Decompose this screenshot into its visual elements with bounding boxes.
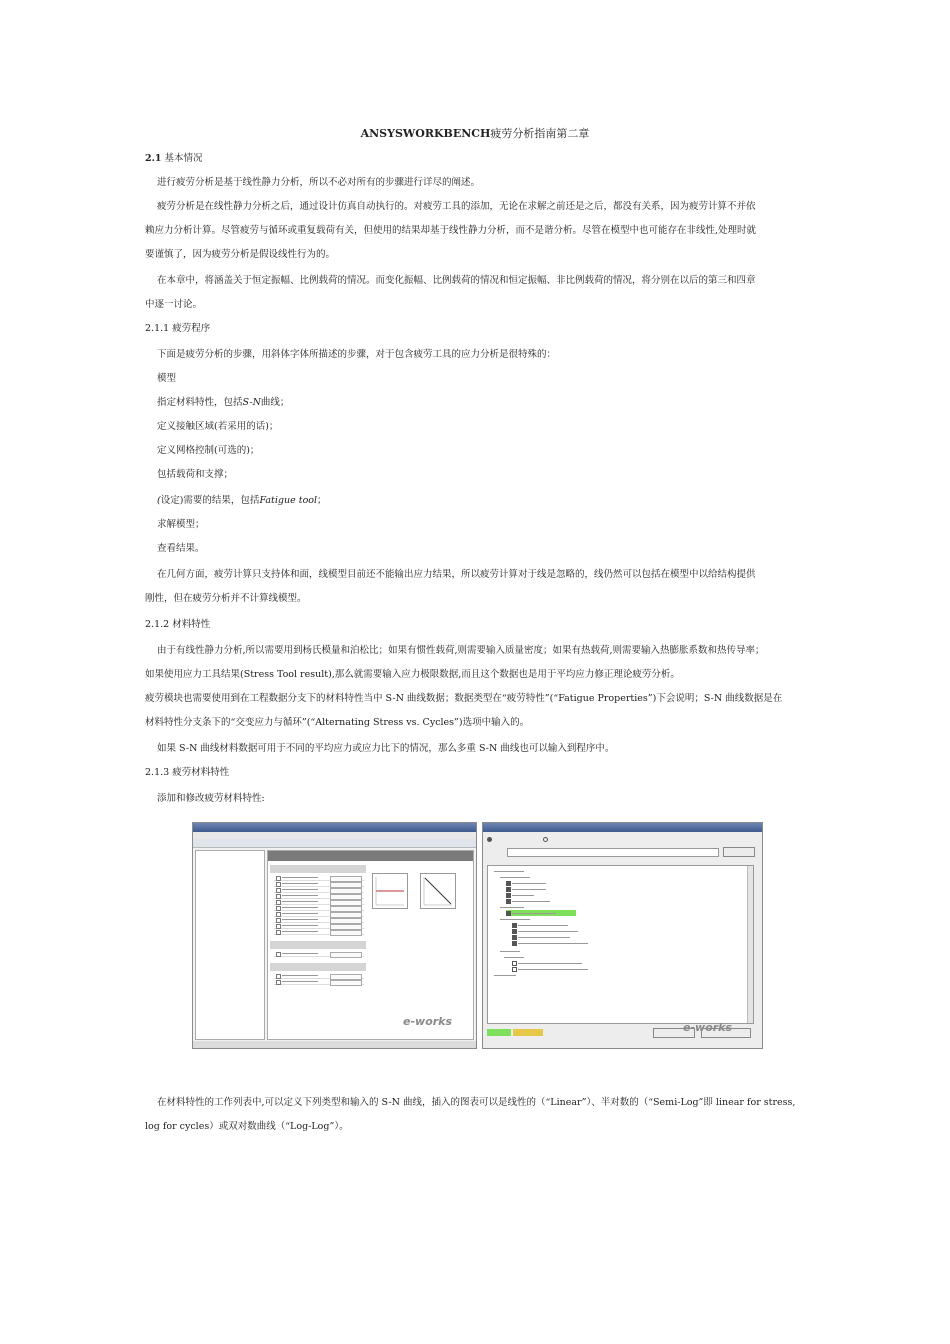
text-run: 由于有线性静力分析,所以需要用到杨氏模量和泊松比；如果有惯性载荷,则需要输入质量密度；如果有热载荷,则需要输入热膨胀系数和热传导率；	[157, 645, 765, 656]
text-line-p2b	[145, 224, 756, 238]
text-line-p7b	[145, 716, 529, 730]
property-row	[274, 929, 364, 935]
text-line-p4	[157, 348, 556, 362]
text-line-p3a	[157, 274, 756, 288]
section-electromagnetics	[270, 963, 366, 971]
text-line-st6	[157, 494, 327, 508]
text-run: log for cycles）或双对数曲线（“Log-Log”）。	[145, 1121, 349, 1132]
sn-chart-graphic	[421, 874, 455, 908]
text-line-p6a	[157, 644, 765, 658]
text-line-st2	[157, 396, 289, 410]
text-run: 在本章中，将涵盖关于恒定振幅、比例载荷的情况。而变化振幅、比例载荷的情况和恒定振幅、非比例载荷的情况，将分别在以后的第三和四章	[157, 275, 756, 286]
property-row	[274, 951, 364, 957]
window-controls	[456, 824, 474, 830]
panel-header	[268, 851, 473, 861]
text-run: Fatigue tool	[259, 495, 318, 506]
property-row	[274, 979, 364, 985]
section-thermal	[270, 941, 366, 949]
text-line-st8	[157, 542, 205, 556]
text-line-p8	[157, 742, 614, 756]
text-run: 添加和修改疲劳材料特性:	[157, 793, 265, 804]
text-run: 定义网格控制(可选的)；	[157, 445, 260, 456]
text-run: 2.1	[145, 153, 162, 164]
text-line-p3b	[145, 298, 202, 312]
status-bar	[193, 1041, 476, 1048]
text-run: 设定)需要的结果，包括	[160, 495, 260, 506]
thermal-conductivity-chart	[372, 873, 408, 909]
text-run: (	[157, 495, 161, 506]
clear-button[interactable]	[723, 847, 755, 857]
workbench-screenshot	[192, 822, 477, 1049]
text-line-p2a	[157, 200, 756, 214]
section-structural	[270, 865, 366, 873]
text-run: 要谨慎了，因为疲劳分析是假设线性行为的。	[145, 249, 336, 260]
text-run: 在材料特性的工作列表中,可以定义下列类型和输入的 S-N 曲线，插入的图表可以是线性的（“Linear”）、半对数的（“Semi-Log”即 linear for stress,	[157, 1097, 796, 1108]
legend-added	[487, 1029, 511, 1036]
text-run: 基本情况	[161, 153, 203, 164]
e-works-logo-right: e-works	[683, 1021, 733, 1034]
text-line-st7	[157, 518, 205, 532]
legend-removed	[513, 1029, 543, 1036]
text-line-p10a	[157, 1096, 795, 1110]
text-run: 在几何方面，疲劳计算只支持体和面，线模型目前还不能输出应力结果，所以疲劳计算对于线是忽略的，线仍然可以包括在模型中以给结构提供	[157, 569, 756, 580]
text-run: 指定材料特性，包括	[157, 397, 243, 408]
text-line-p5a	[157, 568, 756, 582]
text-line-p10b	[145, 1120, 349, 1134]
filter-input[interactable]	[507, 848, 719, 857]
text-line-s213	[145, 766, 229, 780]
text-line-p6b	[145, 668, 680, 682]
text-run: 如果 S-N 曲线材料数据可用于不同的平均应力或应力比下的情况，那么多重 S-N 曲线也可以输入到程序中。	[157, 743, 615, 754]
text-run: 2.1.3 疲劳材料特性	[145, 767, 230, 778]
document-title	[0, 125, 950, 141]
text-run: 查看结果。	[157, 543, 205, 554]
thermal-chart-graphic	[373, 874, 407, 908]
text-line-st3	[157, 420, 278, 434]
text-run: S-N	[242, 397, 261, 408]
text-line-st1	[157, 372, 176, 386]
radio-organizational[interactable]	[487, 837, 492, 842]
text-run: 求解模型；	[157, 519, 205, 530]
text-line-st5	[157, 468, 233, 482]
list-scrollbar[interactable]	[747, 866, 753, 1023]
text-run: 2.1.1 疲劳程序	[145, 323, 211, 334]
text-line-s211	[145, 322, 210, 336]
list-item-alternating-stress[interactable]	[506, 910, 576, 916]
title-latin: ANSYSWORKBENCH	[360, 127, 491, 140]
dialog-titlebar	[483, 823, 762, 832]
text-run: 模型	[157, 373, 177, 384]
text-run: ；	[317, 495, 327, 506]
text-run: 材料特性分支条下的“交变应力与循环”(“Alternating Stress vs. Cycles”)选项中输入的。	[145, 717, 530, 728]
text-line-p2c	[145, 248, 335, 262]
text-run: 下面是疲劳分析的步骤，用斜体字体所描述的步骤，对于包含疲劳工具的应力分析是很特殊的：	[157, 349, 557, 360]
text-run: 定义接触区域(若采用的话)；	[157, 421, 279, 432]
text-run: 疲劳分析是在线性静力分析之后，通过设计仿真自动执行的。对疲劳工具的添加，无论在求解之前还是之后，都没有关系，因为疲劳计算不并依	[157, 201, 756, 212]
text-run: 疲劳模块也需要使用到在工程数据分支下的材料特性当中 S-N 曲线数据；数据类型在“疲劳特性”(“Fatigue Properties”)下会说明；S-N 曲线数据是在	[145, 693, 783, 704]
toolbar	[193, 839, 476, 848]
text-run: 刚性，但在疲劳分析并不计算线模型。	[145, 593, 307, 604]
text-run: 2.1.2 材料特性	[145, 619, 211, 630]
text-run: 赖应力分析计算。尽管疲劳与循环或重复载荷有关，但使用的结果却基于线性静力分析，而不是谐分析。尽管在模型中也可能存在非线性,处理时就	[145, 225, 757, 236]
e-works-logo-left: e-works	[403, 1015, 453, 1028]
window-titlebar	[193, 823, 476, 832]
text-line-p5b	[145, 592, 307, 606]
text-run: 中逐一讨论。	[145, 299, 203, 310]
alternating-stress-chart	[420, 873, 456, 909]
text-line-st4	[157, 444, 259, 458]
text-run: 如果使用应力工具结果(Stress Tool result),那么就需要输入应力极限数据,而且这个数据也是用于平均应力修正理论疲劳分析。	[145, 669, 680, 680]
text-line-s21	[145, 152, 203, 166]
properties-tree-list	[487, 865, 754, 1024]
text-line-p7a	[145, 692, 782, 706]
text-run: 包括载荷和支撑；	[157, 469, 234, 480]
title-chinese: 疲劳分析指南第二章	[490, 127, 590, 140]
text-run: 进行疲劳分析是基于线性静力分析，所以不必对所有的步骤进行详尽的阐述。	[157, 177, 481, 188]
structural-steel-panel	[267, 850, 474, 1040]
text-line-p1	[157, 176, 480, 190]
add-remove-properties-screenshot	[482, 822, 763, 1049]
text-line-p9	[157, 792, 265, 806]
text-line-s212	[145, 618, 210, 632]
radio-alphabetic[interactable]	[543, 837, 548, 842]
text-run: 曲线；	[260, 397, 290, 408]
project-tree	[195, 850, 265, 1040]
